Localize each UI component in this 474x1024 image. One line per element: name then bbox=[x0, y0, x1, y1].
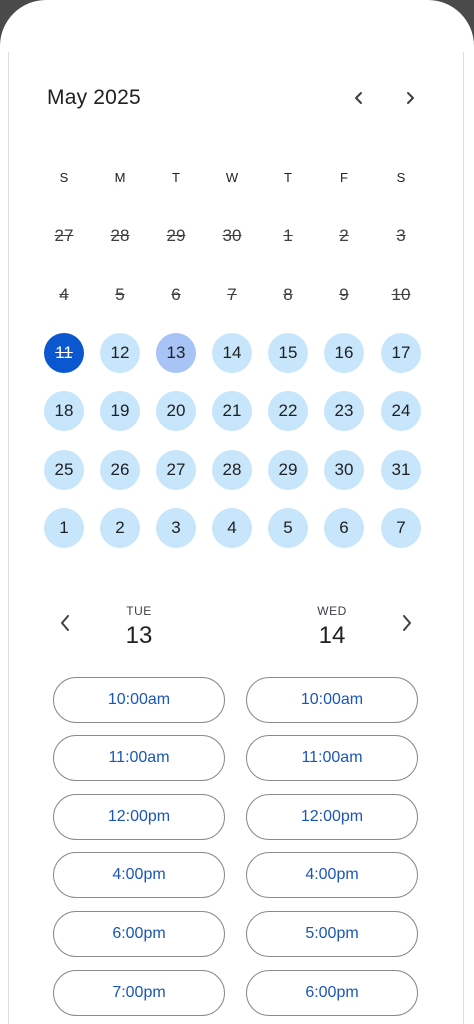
calendar-day-available[interactable]: 12 bbox=[100, 333, 140, 373]
weekday-fri: F bbox=[340, 170, 348, 185]
time-slot-button[interactable]: 6:00pm bbox=[53, 911, 225, 957]
chevron-left-icon bbox=[59, 614, 71, 632]
calendar-day-available[interactable]: 24 bbox=[381, 391, 421, 431]
chevron-right-icon bbox=[401, 614, 413, 632]
chevron-right-icon bbox=[404, 91, 416, 105]
calendar-day-available[interactable]: 1 bbox=[44, 508, 84, 548]
calendar-day-available[interactable]: 18 bbox=[44, 391, 84, 431]
day-of-week: WED bbox=[317, 604, 347, 618]
calendar-day-available[interactable]: 4 bbox=[212, 508, 252, 548]
calendar-day-available[interactable]: 25 bbox=[44, 450, 84, 490]
calendar-day-available[interactable]: 30 bbox=[324, 450, 364, 490]
day-column-header bbox=[79, 604, 199, 650]
time-slot-button[interactable]: 12:00pm bbox=[246, 794, 418, 840]
calendar-day-past: 4 bbox=[59, 285, 69, 304]
calendar-day-available[interactable]: 14 bbox=[212, 333, 252, 373]
month-title: May 2025 bbox=[47, 86, 141, 109]
calendar-day-past: 8 bbox=[283, 285, 293, 304]
calendar-day-available[interactable]: 22 bbox=[268, 391, 308, 431]
time-slot-button[interactable]: 11:00am bbox=[53, 735, 225, 781]
day-column-header bbox=[272, 604, 392, 650]
time-slot-button[interactable]: 11:00am bbox=[246, 735, 418, 781]
time-slot-button[interactable]: 10:00am bbox=[53, 677, 225, 723]
day-date: 13 bbox=[125, 622, 153, 649]
next-days-button[interactable] bbox=[391, 607, 423, 639]
weekday-thu: T bbox=[284, 170, 292, 185]
calendar-day-available[interactable]: 31 bbox=[381, 450, 421, 490]
calendar-day-past: 7 bbox=[227, 285, 237, 304]
weekday-wed: W bbox=[225, 170, 239, 185]
calendar-day-past: 2 bbox=[339, 226, 349, 245]
calendar-day-available[interactable]: 21 bbox=[212, 391, 252, 431]
calendar-day-selected[interactable]: 13 bbox=[156, 333, 196, 373]
calendar-day-available[interactable]: 6 bbox=[324, 508, 364, 548]
next-month-button[interactable] bbox=[394, 82, 426, 114]
time-slot-button[interactable]: 7:00pm bbox=[53, 970, 225, 1016]
calendar-day-available[interactable]: 26 bbox=[100, 450, 140, 490]
calendar-day-past: 5 bbox=[115, 285, 125, 304]
calendar-day-available[interactable]: 29 bbox=[268, 450, 308, 490]
calendar-day-past: 6 bbox=[171, 285, 181, 304]
calendar-day-available[interactable]: 15 bbox=[268, 333, 308, 373]
weekday-sun: S bbox=[59, 170, 69, 185]
weekday-mon: M bbox=[114, 170, 126, 185]
calendar-day-past: 10 bbox=[391, 285, 411, 304]
calendar-day-past: 3 bbox=[396, 226, 406, 245]
calendar-day-available[interactable]: 2 bbox=[100, 508, 140, 548]
time-slot-button[interactable]: 12:00pm bbox=[53, 794, 225, 840]
prev-days-button[interactable] bbox=[49, 607, 81, 639]
weekday-sat: S bbox=[396, 170, 406, 185]
time-slot-button[interactable]: 6:00pm bbox=[246, 970, 418, 1016]
calendar-day-available[interactable]: 3 bbox=[156, 508, 196, 548]
calendar-day-past: 30 bbox=[222, 226, 242, 245]
calendar-day-available[interactable]: 20 bbox=[156, 391, 196, 431]
calendar-day-available[interactable]: 5 bbox=[268, 508, 308, 548]
calendar-day-available[interactable]: 28 bbox=[212, 450, 252, 490]
calendar-day-past: 1 bbox=[283, 226, 293, 245]
calendar-day-available[interactable]: 23 bbox=[324, 391, 364, 431]
time-slot-button[interactable]: 5:00pm bbox=[246, 911, 418, 957]
calendar-day-available[interactable]: 16 bbox=[324, 333, 364, 373]
day-of-week: TUE bbox=[126, 604, 152, 618]
calendar-day-past: 28 bbox=[110, 226, 130, 245]
day-date: 14 bbox=[318, 622, 346, 649]
time-slot-button[interactable]: 4:00pm bbox=[53, 852, 225, 898]
calendar-day-available[interactable]: 7 bbox=[381, 508, 421, 548]
calendar-day-available[interactable]: 27 bbox=[156, 450, 196, 490]
chevron-left-icon bbox=[353, 91, 365, 105]
calendar-day-available[interactable]: 19 bbox=[100, 391, 140, 431]
weekday-tue: T bbox=[172, 170, 180, 185]
calendar-day-available[interactable]: 17 bbox=[381, 333, 421, 373]
prev-month-button[interactable] bbox=[343, 82, 375, 114]
time-slot-button[interactable]: 10:00am bbox=[246, 677, 418, 723]
calendar-day-past: 9 bbox=[339, 285, 349, 304]
calendar-day-today: 11 bbox=[44, 333, 84, 373]
calendar-day-past: 27 bbox=[54, 226, 74, 245]
time-slot-button[interactable]: 4:00pm bbox=[246, 852, 418, 898]
calendar-day-past: 29 bbox=[166, 226, 186, 245]
